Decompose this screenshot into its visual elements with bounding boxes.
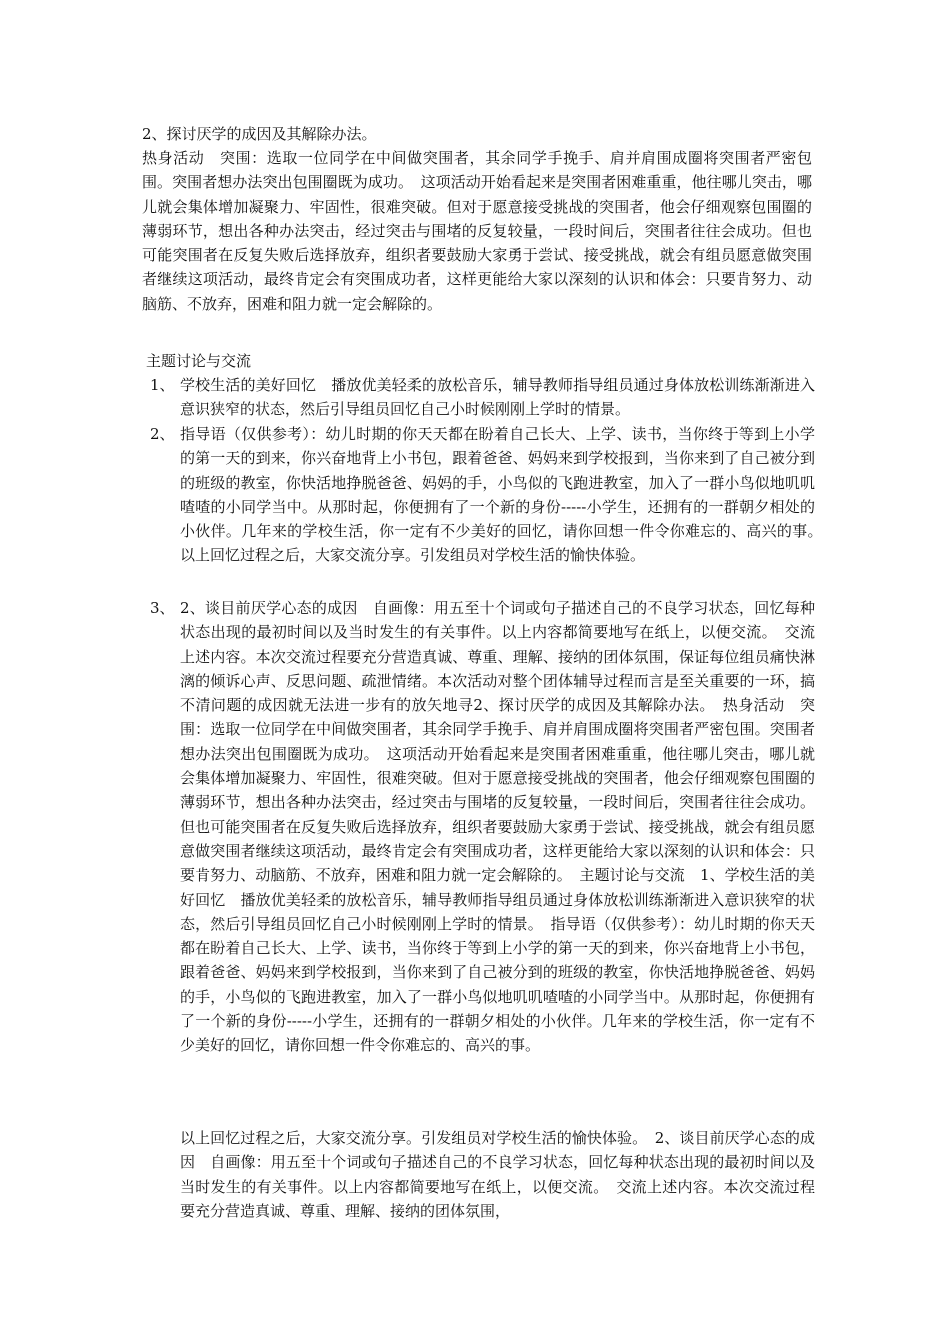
section-heading: 2、探讨厌学的成因及其解除办法。 xyxy=(142,125,377,143)
list-number: 3、 xyxy=(150,599,175,617)
tail-paragraph: 以上回忆过程之后，大家交流分享。引发组员对学校生活的愉快体验。 2、谈目前厌学心态的成因 自画像：用五至十个词或句子描述自己的不良学习状态，回忆每种状态出现的最初时间以及当时发生的有关事件。以上内容都简要地写在纸上，以便交流。 交流上述内容。本次交流过程要充分营造真诚、尊重、理解、接纳的团体氛围， xyxy=(180,1129,815,1220)
warmup-paragraph: 热身活动 突围：选取一位同学在中间做突围者，其余同学手挽手、肩并肩围成圈将突围者严密包围。突围者想办法突出包围圈既为成功。 这项活动开始看起来是突围者困难重重，他往哪儿突击，哪儿就会集体增加凝聚力、牢固性，很难突破。但对于愿意接受挑战的突围者，他会仔细观察包围圈的薄弱环节，想出各种办法突击，经过突击与围堵的反复较量，一段时间后，突围者往往会成功。但也可能突围者在反复失败后选择放弃，组织者要鼓励大家勇于尝试、接受挑战，就会有组员愿意做突围者继续这项活动，最终肯定会有突围成功者，这样更能给大家以深刻的认识和体会：只要肯努力、动脑筋、不放弃，困难和阻力就一定会解除的。 xyxy=(142,149,812,313)
list-number: 2、 xyxy=(150,425,175,443)
list-item-text: 2、谈目前厌学心态的成因 自画像：用五至十个词或句子描述自己的不良学习状态，回忆每种状态出现的最初时间以及当时发生的有关事件。以上内容都简要地写在纸上，以便交流。 交流上述内容。本次交流过程要充分营造真诚、尊重、理解、接纳的团体氛围，保证每位组员痛快淋漓的倾诉心声、反思问题、疏泄情绪。本次活动对整个团体辅导过程而言是至关重要的一环，搞不清问题的成因就无法进一步有的放矢地寻2、探讨厌学的成因及其解除办法。 热身活动 突围：选取一位同学在中间做突围者，其余同学手挽手、肩并肩围成圈将突围者严密包围。突围者想办法突出包围圈既为成功。 这项活动开始看起来是突围者困难重重，他往哪儿突击，哪儿就会集体增加凝聚力、牢固性，很难突破。但对于愿意接受挑战的突围者，他会仔细观察包围圈的薄弱环节，想出各种办法突击，经过突击与围堵的反复较量，一段时间后，突围者往往会成功。但也可能突围者在反复失败后选择放弃，组织者要鼓励大家勇于尝试、接受挑战，就会有组员愿意做突围者继续这项活动，最终肯定会有突围成功者，这样更能给大家以深刻的认识和体会：只要肯努力、动脑筋、不放弃，困难和阻力就一定会解除的。 主题讨论与交流 1、学校生活的美好回忆 播放优美轻柔的放松音乐，辅导教师指导组员通过身体放松训练渐渐进入意识狭窄的状态，然后引导组员回忆自己小时候刚刚上学时的情景。 指导语（仅供参考）：幼儿时期的你天天都在盼着自己长大、上学、读书，当你终于等到上小学的第一天的到来，你兴奋地背上小书包，跟着爸爸、妈妈来到学校报到，当你来到了自己被分到的班级的教室，你快活地挣脱爸爸、妈妈的手，小鸟似的飞跑进教室，加入了一群小鸟似地叽叽喳喳的小同学当中。从那时起，你便拥有了一个新的身份-----小学生，还拥有的一群朝夕相处的小伙伴。几年来的学校生活，你一定有不少美好的回忆，请你回想一件令你难忘的、高兴的事。 xyxy=(180,599,815,1055)
discussion-title: 主题讨论与交流 xyxy=(146,352,252,370)
list-number: 1、 xyxy=(150,376,175,394)
list-item-text: 指导语（仅供参考）：幼儿时期的你天天都在盼着自己长大、上学、读书，当你终于等到上小学的第一天的到来，你兴奋地背上小书包，跟着爸爸、妈妈来到学校报到，当你来到了自己被分到的班级的教室，你快活地挣脱爸爸、妈妈的手，小鸟似的飞跑进教室，加入了一群小鸟似地叽叽喳喳的小同学当中。从那时起，你便拥有了一个新的身份-----小学生，还拥有的一群朝夕相处的小伙伴。几年来的学校生活，你一定有不少美好的回忆，请你回想一件令你难忘的、高兴的事。 以上回忆过程之后，大家交流分享。引发组员对学校生活的愉快体验。 xyxy=(180,425,831,565)
list-item-text: 学校生活的美好回忆 播放优美轻柔的放松音乐，辅导教师指导组员通过身体放松训练渐渐进入意识狭窄的状态，然后引导组员回忆自己小时候刚刚上学时的情景。 xyxy=(180,376,815,419)
